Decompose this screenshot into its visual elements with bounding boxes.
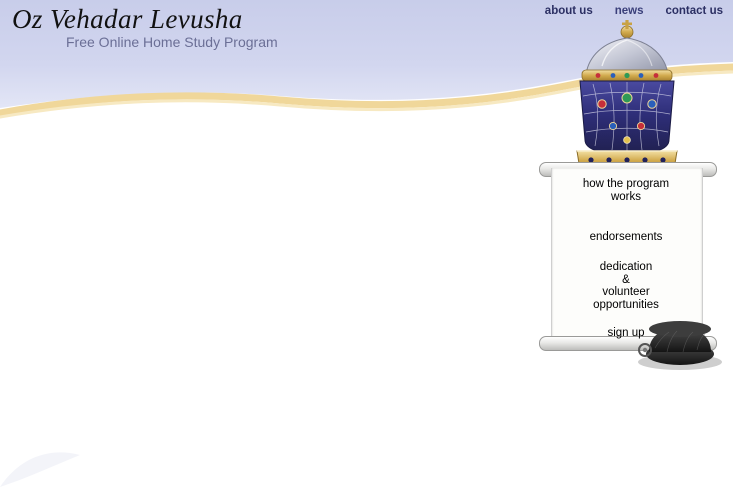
scroll-link-endorsements[interactable]	[551, 231, 701, 244]
scroll-link-line: works	[610, 190, 642, 203]
scroll-link-line: sign up	[607, 327, 645, 340]
main-content-area	[0, 115, 520, 485]
scroll-link-dedication-volunteer[interactable]	[551, 261, 701, 313]
scroll-link-line: endorsements	[589, 230, 663, 243]
site-title: Oz Vehadar Levusha	[12, 4, 243, 34]
site-tagline: Free Online Home Study Program	[66, 34, 278, 50]
scroll-link-line: dedication	[599, 260, 653, 273]
scroll-link-line: volunteer	[602, 286, 650, 299]
top-navigation	[545, 5, 723, 17]
crown-icon	[553, 18, 701, 178]
scroll-link-line: opportunities	[593, 299, 659, 312]
scroll-link-how-the-program-works[interactable]	[551, 178, 701, 204]
scroll-link-line: &	[622, 273, 630, 286]
nav-news[interactable]: news	[614, 5, 644, 17]
crown-scroll-artwork	[523, 18, 728, 363]
nav-about-us[interactable]: about us	[544, 5, 593, 17]
shtreimel-hat-icon	[633, 314, 728, 372]
nav-contact-us[interactable]: contact us	[665, 5, 723, 17]
scroll-link-line: how the program	[582, 178, 670, 190]
